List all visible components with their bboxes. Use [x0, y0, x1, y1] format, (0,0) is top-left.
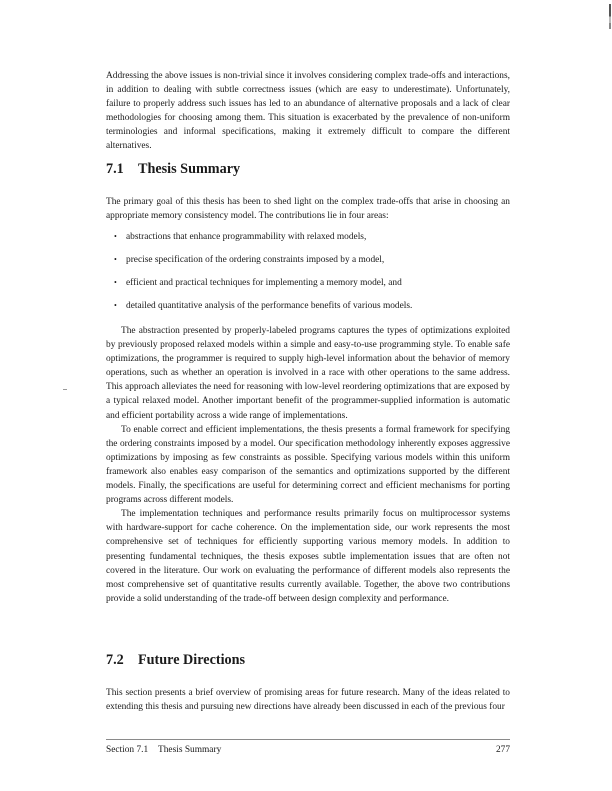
- list-item: [106, 276, 510, 299]
- section-title: Thesis Summary: [138, 161, 241, 177]
- list-item-text: detailed quantitative analysis of the performance benefits of various models.: [126, 301, 413, 311]
- list-item-text: efficient and practical techniques for implementing a memory model, and: [126, 278, 402, 288]
- summary-body: [106, 324, 510, 606]
- bullet-icon: •: [114, 255, 117, 264]
- section-number: 7.1: [106, 161, 124, 177]
- footer-divider: [106, 739, 510, 740]
- list-item: [106, 253, 510, 276]
- footer-section-title: Thesis Summary: [158, 745, 222, 755]
- summary-intro-paragraph: The primary goal of this thesis has been to shed light on the complex trade-offs that arise in choosing an appropriate memory consistency model. The contributions lie in four areas:: [106, 197, 510, 222]
- bullet-icon: •: [114, 232, 117, 241]
- running-footer: [106, 744, 221, 756]
- scan-artifact: [63, 389, 67, 390]
- bullet-icon: •: [114, 278, 117, 287]
- body-paragraph: The implementation techniques and performance results primarily focus on multiprocessor systems with hardware-support for cache coherence. On the implementation side, our work represents the most comprehensive set of techniques for efficiently supporting various memory models. In addition to presenting fundamental techniques, the thesis exposes subtle implementation issues that are often not covered in the literature. Our work on evaluating the performance of different models also represents the most comprehensive set of quantitative results currently available. Together, the above two contributions provide a solid understanding of the trade-off between design complexity and performance.: [106, 509, 510, 604]
- body-paragraph: The abstraction presented by properly-labeled programs captures the types of optimizations exploited by previously proposed relaxed models within a simple and easy-to-use programming style. To enable safe optimizations, the programmer is required to supply high-level information about the behavior of memory operations, such as whether an operation is involved in a race with other operations to the same address. This approach alleviates the need for reasoning with low-level reordering optimizations that are exposed by a typical relaxed model. Another important benefit of the programmer-supplied information is automatic and efficient portability across a wide range of implementations.: [106, 326, 510, 421]
- list-item-text: precise specification of the ordering constraints imposed by a model,: [126, 255, 385, 265]
- section-title: Future Directions: [138, 652, 246, 668]
- section-number: 7.2: [106, 652, 124, 668]
- body-paragraph: To enable correct and efficient implementations, the thesis presents a formal framework for specifying the ordering constraints imposed by a model. Our specification methodology inherently exposes aggressive optimizations by imposing as few constraints as possible. Specifying various models within this uniform framework also enables easy comparison of the semantics and optimizations supported by the different models. Finally, the specifications are useful for determining correct and efficient mechanisms for porting programs across different models.: [106, 424, 510, 506]
- scan-artifact: [609, 4, 611, 46]
- intro-paragraph: Addressing the above issues is non-trivial since it involves considering complex trade-offs and interactions, in addition to dealing with subtle correctness issues (which are easy to underestimate). Unfortunately, failure to properly address such issues has led to an abundance of alternative proposals and a lack of clear methodologies for choosing among them. This situation is exacerbated by the prevalence of non-uniform terminologies and informal specifications, making it extremely difficult to compare the different alternatives.: [106, 71, 510, 152]
- bullet-icon: •: [114, 301, 117, 310]
- page-footer: [106, 744, 510, 756]
- section-heading-7-2: [106, 652, 245, 669]
- page-number: 277: [495, 745, 510, 755]
- footer-section-label: Section 7.1: [106, 745, 149, 755]
- future-intro-paragraph: This section presents a brief overview of promising areas for future research. Many of the ideas related to extending this thesis and pursuing new directions have already been discussed in each of the previous four: [106, 688, 510, 713]
- list-item: [106, 230, 510, 253]
- list-item: [106, 299, 510, 322]
- contributions-list: [106, 230, 510, 322]
- section-heading-7-1: [106, 161, 240, 178]
- list-item-text: abstractions that enhance programmability with relaxed models,: [126, 232, 367, 242]
